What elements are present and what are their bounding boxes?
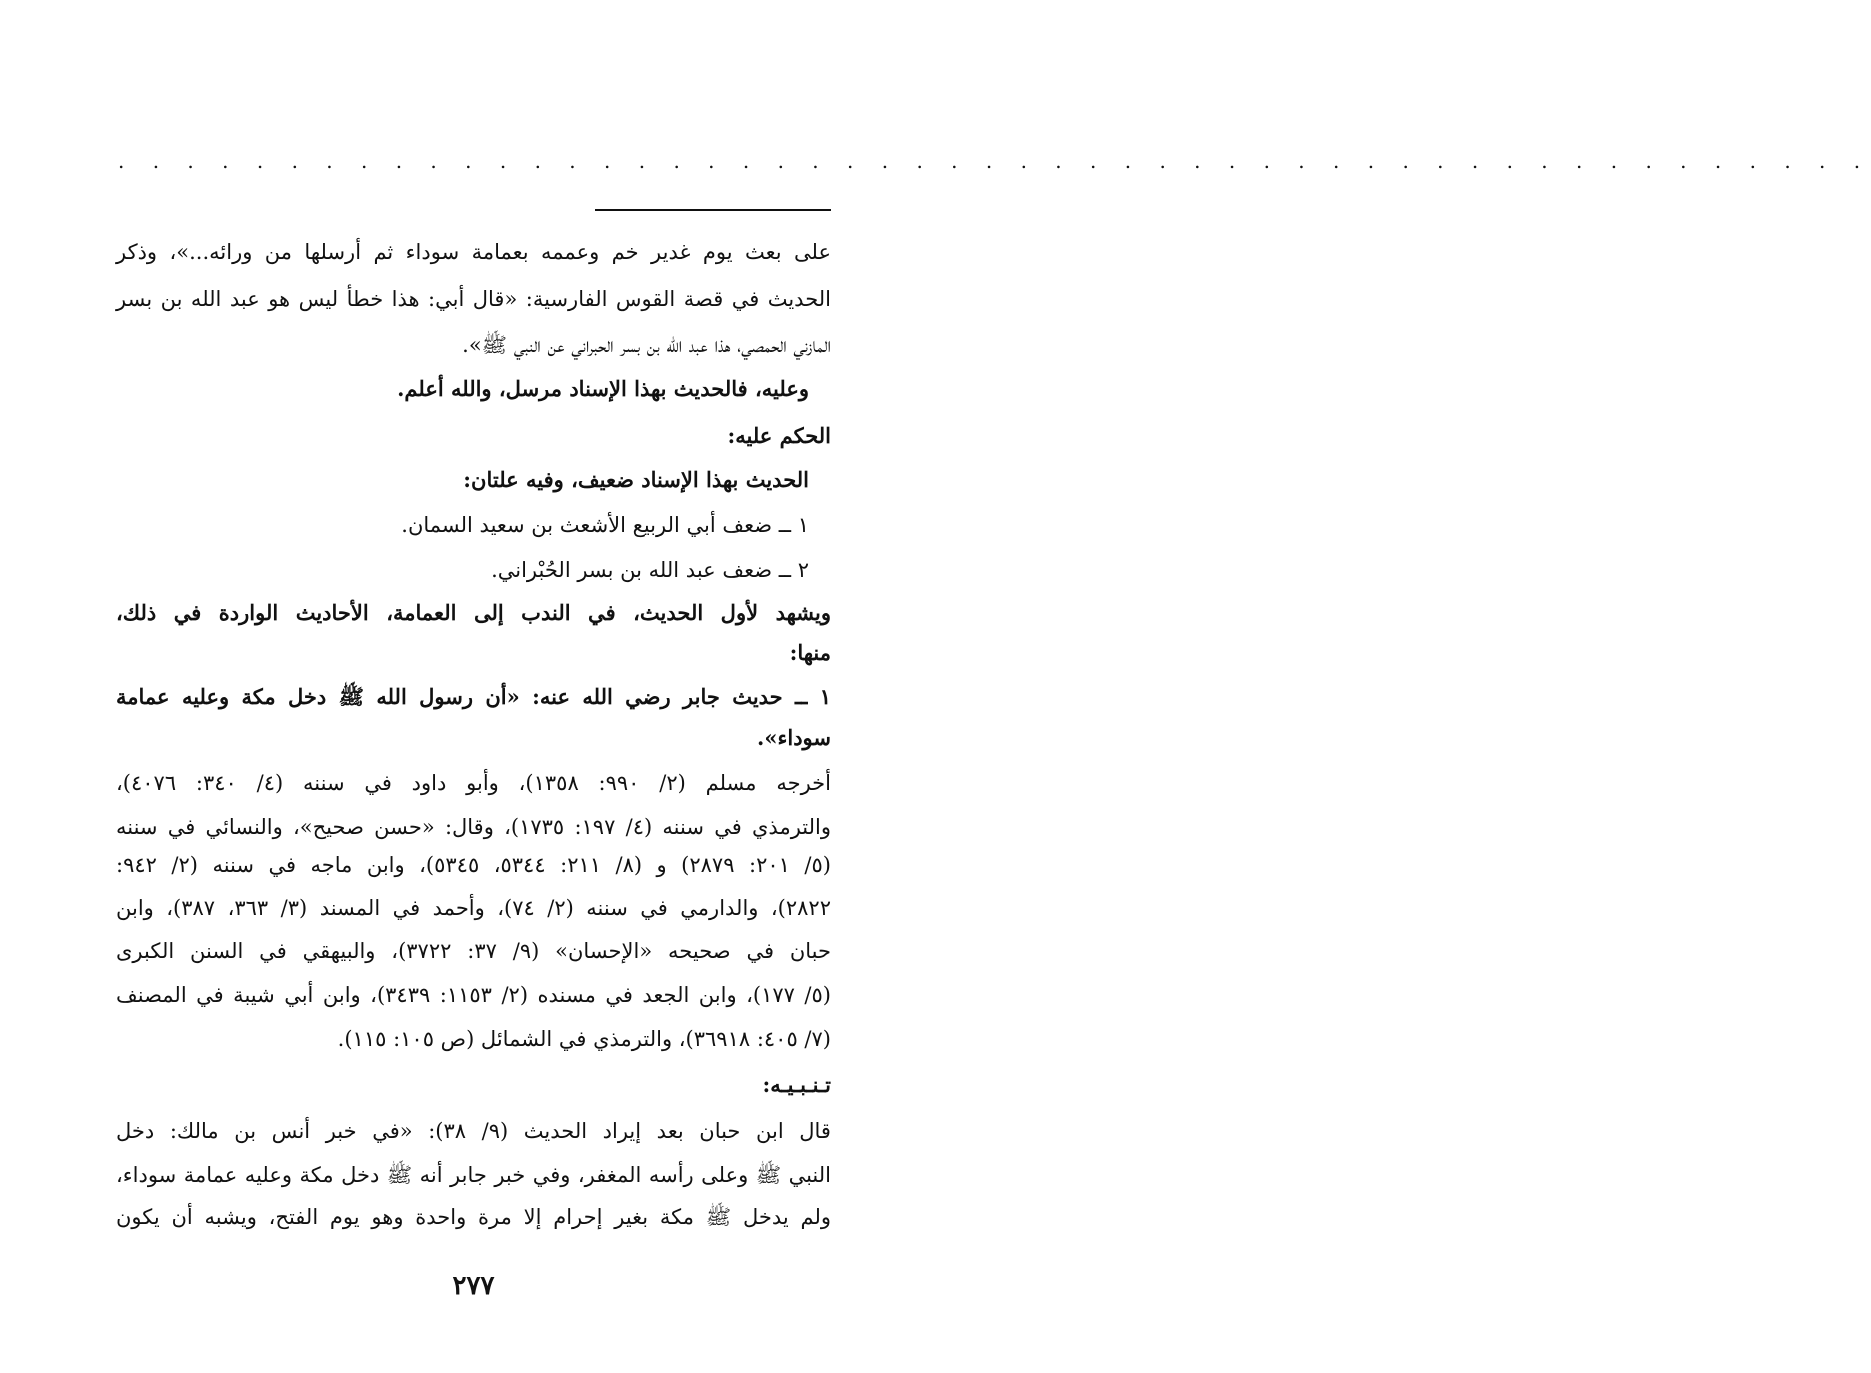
citation-line: (٥/ ٢٠١: ٢٨٧٩) و (٨/ ٢١١: ٥٣٤٤، ٥٣٤٥)، وابن ماجه في سننه (٢/ ٩٤٢: — [116, 853, 831, 877]
text-line: الحديث في قصة القوس الفارسية: «قال أبي: هذا خطأ ليس هو عبد الله بن بسر — [116, 287, 831, 311]
text-line: قال ابن حبان بعد إيراد الحديث (٩/ ٣٨): «في خبر أنس بن مالك: دخل — [116, 1119, 831, 1143]
footnote-rule — [595, 209, 831, 211]
citation-line: أخرجه مسلم (٢/ ٩٩٠: ١٣٥٨)، وأبو داود في سننه (٤/ ٣٤٠: ٤٠٧٦)، — [116, 771, 831, 795]
citation-line: ٢٨٢٢)، والدارمي في سننه (٢/ ٧٤)، وأحمد في المسند (٣/ ٣٦٣، ٣٨٧)، وابن — [116, 896, 831, 920]
citation-line: (٥/ ١٧٧)، وابن الجعد في مسنده (٢/ ١١٥٣: ٣٤٣٩)، وابن أبي شيبة في المصنف — [116, 983, 831, 1007]
text-line: على بعث يوم غدير خم وعممه بعمامة سوداء ثم أرسلها من ورائه...»، وذكر — [116, 240, 831, 264]
dotted-separator: . . . . . . . . . . . . . . . . . . . . . . . . . . . . . . . . . . . . . . . . . . . . . . . . . . . — [118, 149, 1871, 173]
text-line: ولم يدخل ﷺ مكة بغير إحرام إلا مرة واحدة وهو يوم الفتح، ويشبه أن يكون — [116, 1205, 831, 1229]
section-heading: الحكم عليه: — [727, 423, 831, 448]
list-item: ٢ ــ ضعف عبد الله بن بسر الحُبْراني. — [491, 558, 809, 582]
citation-line: حبان في صحيحه «الإحسان» (٩/ ٣٧: ٣٧٢٢)، والبيهقي في السنن الكبرى — [116, 939, 831, 963]
text-line: سوداء». — [757, 725, 831, 750]
list-item: ١ ــ ضعف أبي الربيع الأشعث بن سعيد السمان. — [401, 513, 809, 537]
page-number: ٢٧٧ — [452, 1271, 495, 1301]
text-line: النبي ﷺ وعلى رأسه المغفر، وفي خبر جابر أنه ﷺ دخل مكة وعليه عمامة سوداء، — [116, 1163, 831, 1187]
text-line: الحديث بهذا الإسناد ضعيف، وفيه علتان: — [463, 467, 809, 492]
section-heading: تـنـبـيـه: — [762, 1072, 831, 1097]
citation-line: (٧/ ٤٠٥: ٣٦٩١٨)، والترمذي في الشمائل (ص ١٠٥: ١١٥). — [337, 1027, 831, 1051]
text-line: منها: — [789, 640, 831, 665]
text-line: المازني الحمصي، هذا عبد الله بن بسر الحبراني عن النبي ﷺ». — [462, 333, 831, 357]
text-line: ويشهد لأول الحديث، في الندب إلى العمامة، الأحاديث الواردة في ذلك، — [116, 600, 831, 625]
list-item: ١ ــ حديث جابر رضي الله عنه: «أن رسول الله ﷺ دخل مكة وعليه عمامة — [116, 684, 831, 709]
citation-line: والترمذي في سننه (٤/ ١٩٧: ١٧٣٥)، وقال: «حسن صحيح»، والنسائي في سننه — [116, 815, 831, 839]
text-line: وعليه، فالحديث بهذا الإسناد مرسل، والله أعلم. — [397, 376, 809, 401]
